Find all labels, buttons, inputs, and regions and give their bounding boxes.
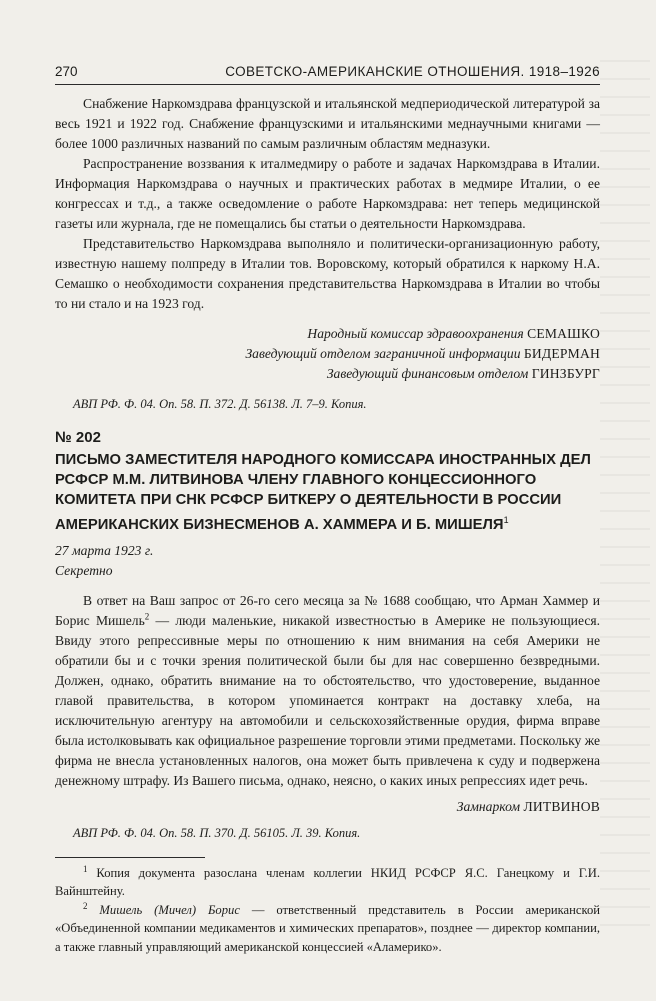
footnote-ref-2: 2 — [144, 611, 150, 622]
letter-body-part-1: В ответ на Ваш запрос от 26-го сего месяца за № 1688 сообщаю, что Арман Хаммер и Борис Мишель — [55, 592, 600, 628]
footnote-ref-1: 1 — [503, 515, 509, 525]
footnote-mark: 1 — [83, 863, 88, 874]
page-content — [55, 94, 600, 956]
document-date: 27 марта 1923 г. — [55, 542, 154, 558]
signature-ginzburg — [55, 364, 600, 384]
prev-paragraph-2: Распространение воззвания к италмедмиру о работе и задачах Наркомздрава в Италии. Информация Наркомздрава о научных и практических работах в медмире Италии, о ее конгрессах и т.д., а также осведомление о работе Наркомздрава: нет теперь медицинской газеты или журнала, где не помещались бы статьи о деятельности Наркомздрава. — [55, 156, 600, 231]
page-number: 270 — [55, 64, 78, 79]
letter-body-part-2: — люди маленькие, никакой известностью в Америке не пользующиеся. Ввиду этого репрессивные меры по отношению к ним внимания на себя Америки не обратили бы и с точки зрения политической были бы для нас совершенно безвредными. Должен, однако, обратить внимание на то обстоятельство, что удостоверение, выданное главой правительства, в котором упоминается контракт на доставку хлеба, на исключительную агентуру на автомобили и сельскохозяйственные орудия, фирма вправе была истолковывать как официальное разрешение торговли этими предметами. Поскольку же фирма не внесла установленных налогов, она может быть привлечена к суду и подвержена денежному штрафу. Из Вашего письма, однако, неясно, о каких иных репрессиях идет речь. — [55, 612, 601, 788]
prev-paragraph-1: Снабжение Наркомздрава французской и итальянской медпериодической литературой за весь 1921 и 1922 год. Снабжение французскими и итальянскими меднаучными книгами — более 1000 различных названий по самым различным областям медназуки. — [55, 96, 600, 151]
bleed-through-shadow — [600, 60, 650, 940]
footnote-text: Копия документа разослана членам коллегии НКИД РСФСР Я.С. Ганецкому и Г.И. Вайнштейну. — [55, 865, 600, 899]
signature-role: Народный комиссар здравоохранения — [307, 326, 524, 341]
running-title: СОВЕТСКО-АМЕРИКАНСКИЕ ОТНОШЕНИЯ. 1918–1926 — [225, 64, 600, 79]
signature-role: Замнарком — [456, 798, 521, 814]
signature-name: ЛИТВИНОВ — [523, 798, 600, 814]
signature-name: БИДЕРМАН — [523, 346, 600, 361]
document-number: № 202 — [55, 429, 101, 446]
prev-source-citation: АВП РФ. Ф. 04. Оп. 58. П. 372. Д. 56138. Л. 7–9. Копия. — [73, 397, 367, 411]
footnote-person-name: Мишель (Мичел) Борис — [99, 902, 240, 917]
document-title — [55, 450, 600, 535]
footnote-divider — [55, 857, 205, 858]
signature-name: ГИНЗБУРГ — [531, 366, 600, 381]
letter-body — [55, 591, 600, 791]
prev-paragraph-3: Представительство Наркомздрава выполняло и политически-организационную работу, известную нашему полпреду в Италии тов. Воровскому, который обратился к наркому Н.А. Семашко о необходимости сохранения представительства Наркомздрава в Италии во чтобы то ни стало и на 1923 год. — [55, 236, 600, 311]
signature-role: Заведующий отделом заграничной информации — [245, 346, 521, 361]
footnote-2 — [55, 901, 600, 957]
footnote-1 — [55, 864, 600, 901]
signature-role: Заведующий финансовым отделом — [326, 366, 529, 381]
footnote-mark: 2 — [83, 900, 88, 911]
source-citation: АВП РФ. Ф. 04. Оп. 58. П. 370. Д. 56105. Л. 39. Копия. — [73, 825, 361, 840]
signature-semashko — [55, 324, 600, 344]
signature-name: СЕМАШКО — [527, 326, 600, 341]
document-title-text: ПИСЬМО ЗАМЕСТИТЕЛЯ НАРОДНОГО КОМИССАРА ИНОСТРАННЫХ ДЕЛ РСФСР М.М. ЛИТВИНОВА ЧЛЕНУ ГЛАВНОГО КОНЦЕССИОННОГО КОМИТЕТА ПРИ СНК РСФСР БИТКЕРУ О ДЕЯТЕЛЬНОСТИ В РОССИИ АМЕРИКАНСКИХ БИЗНЕСМЕНОВ А. ХАММЕРА И Б. МИШЕЛЯ — [55, 452, 591, 533]
signature-biderman — [55, 344, 600, 364]
running-header — [55, 62, 600, 85]
signature-litvinov — [55, 797, 600, 817]
secrecy-mark: Секретно — [55, 562, 113, 578]
footnote-text: — ответственный представитель в России американской «Объединенной компании медикаментов и химических препаратов», позднее — директор компании, а также главный управляющий американской концессией «Аламерико». — [55, 902, 600, 954]
